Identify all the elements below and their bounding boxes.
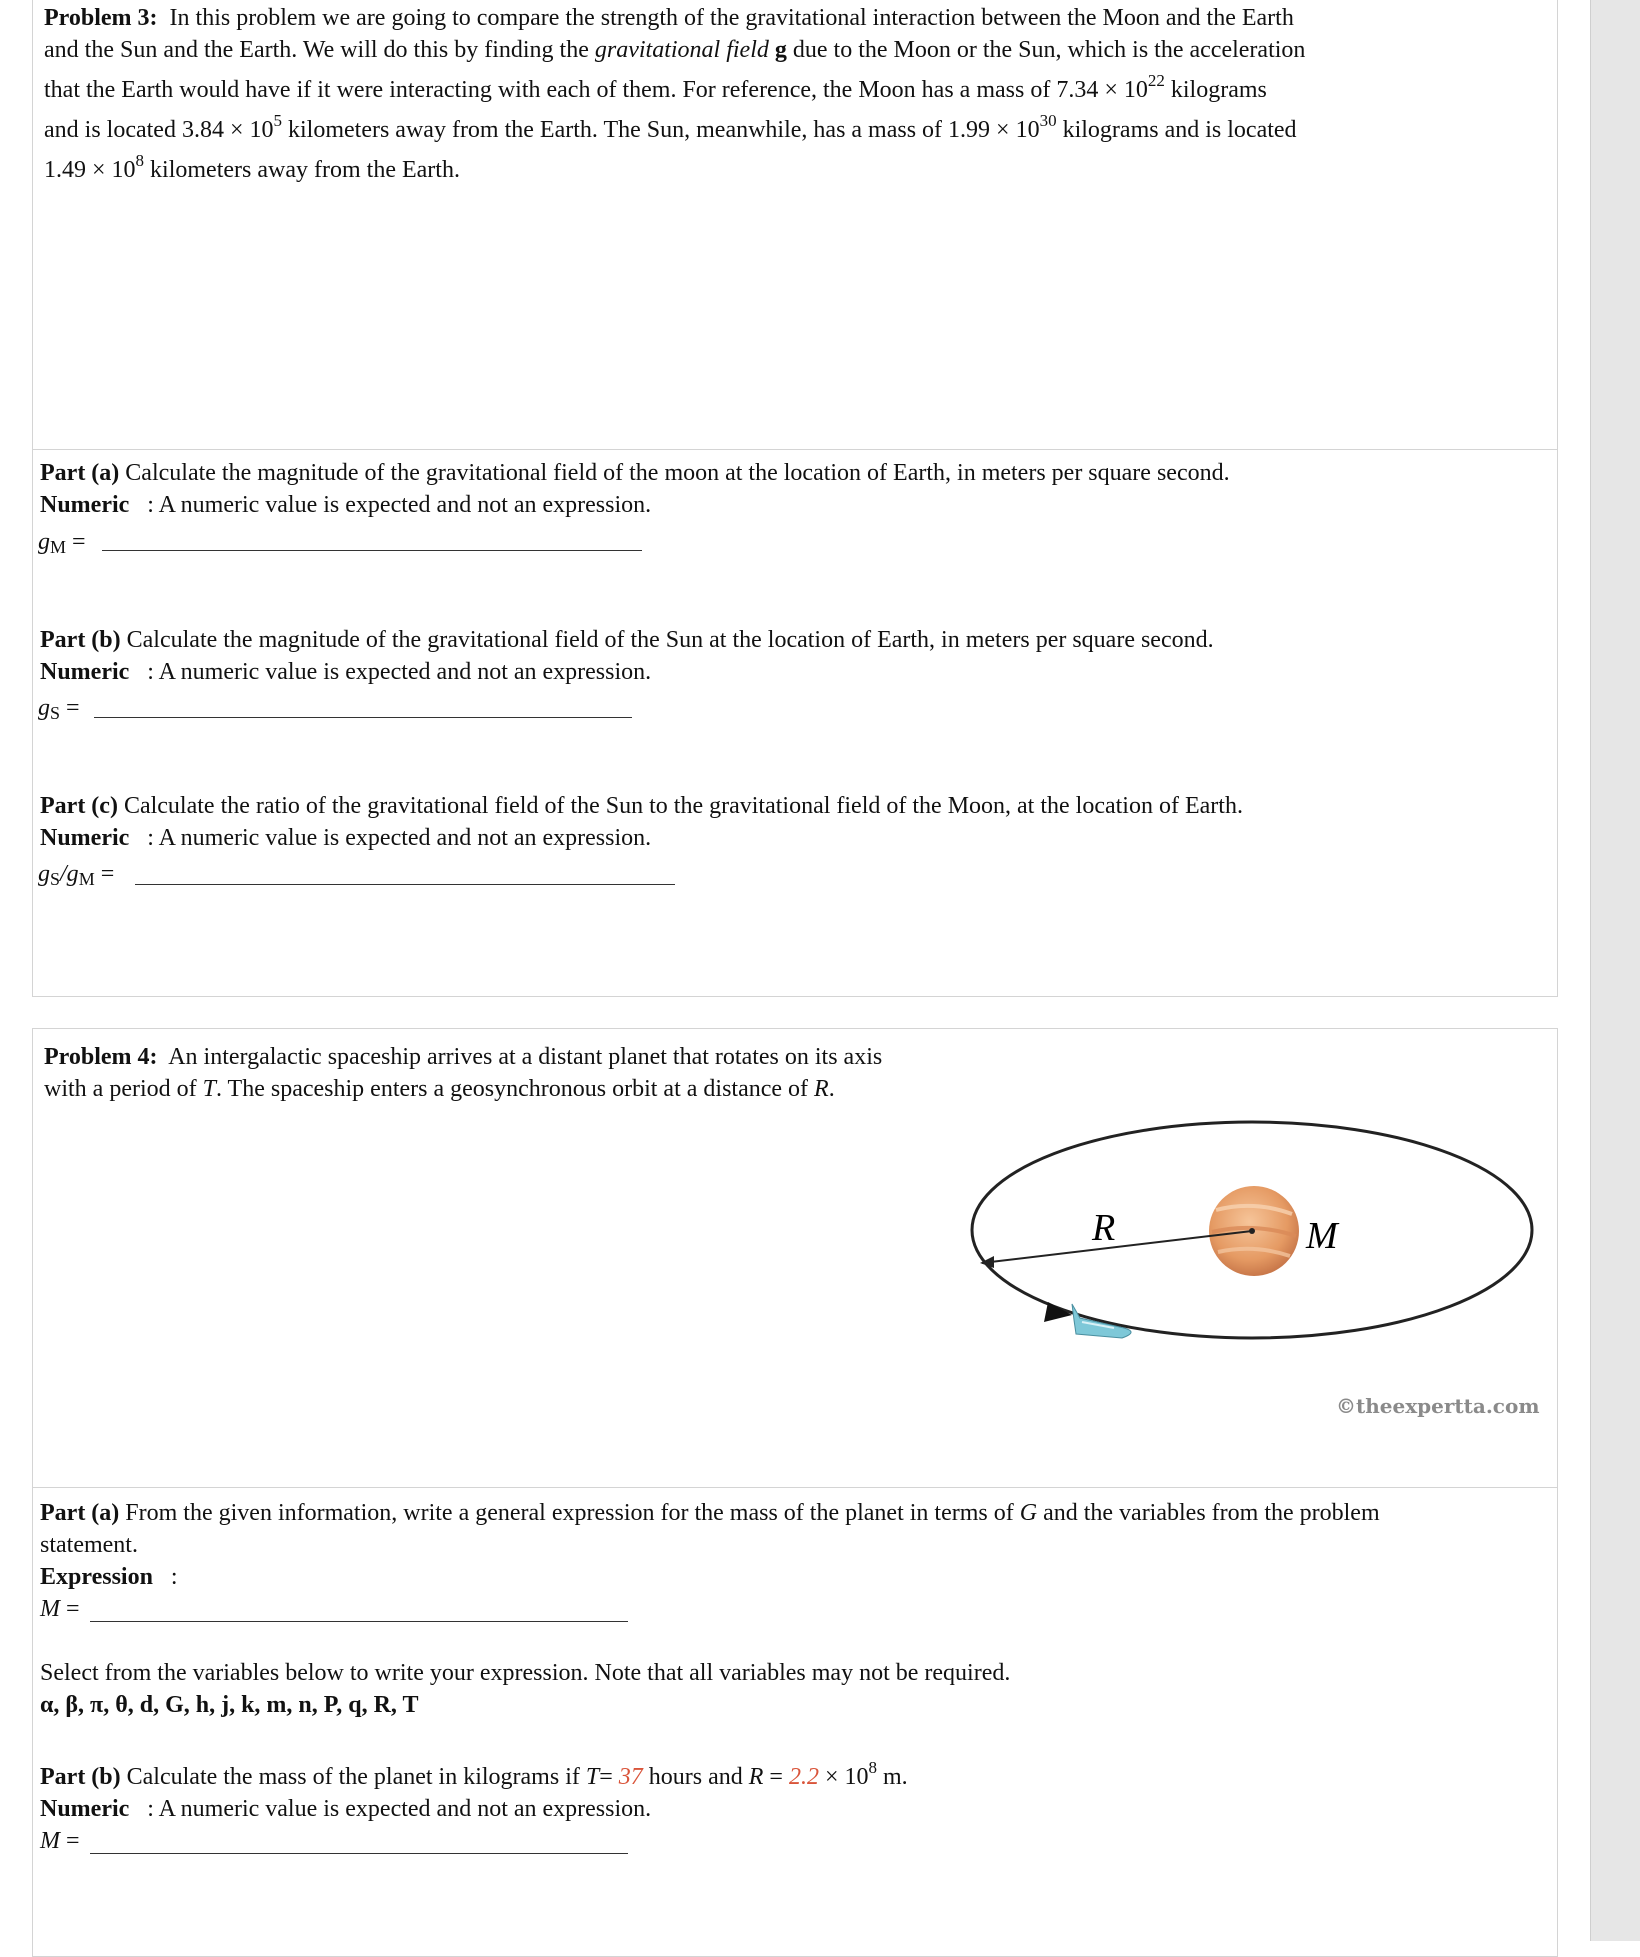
- label-M: M: [1306, 1215, 1338, 1257]
- value-T: 37: [618, 1764, 643, 1790]
- answer-field-M-numeric[interactable]: [90, 1853, 628, 1854]
- problem4-part-a-text: Part (a) From the given information, write a general expression for the mass of the planet in terms of G and the variables from the problem: [40, 1500, 1380, 1526]
- problem3-part-a-type: Numeric : A numeric value is expected and not an expression.: [40, 492, 652, 518]
- gravitational-field-term: gravitational field: [594, 37, 769, 63]
- problem3-part-b-text: Part (b) Calculate the magnitude of the gravitational field of the Sun at the location of Earth, in meters per square second.: [40, 627, 1214, 653]
- problem4-parts-panel: [32, 1487, 1558, 1957]
- problem4-part-b-type: Numeric : A numeric value is expected and not an expression.: [40, 1796, 652, 1822]
- problem3-statement-panel: [32, 0, 1558, 450]
- variable-selection-instructions: Select from the variables below to write your expression. Note that all variables may not be required.: [40, 1660, 1011, 1686]
- problem4-part-a-text-line2: statement.: [40, 1532, 138, 1558]
- value-R: 2.2: [788, 1764, 819, 1790]
- problem4-heading: Problem 4:: [44, 1044, 158, 1070]
- problem4-line2: with a period of T. The spaceship enters a geosynchronous orbit at a distance of R.: [44, 1076, 835, 1102]
- answer-field-gS[interactable]: [94, 717, 632, 718]
- answer-label-M-expression: M =: [40, 1596, 80, 1622]
- answer-field-gM[interactable]: [102, 550, 642, 551]
- variable-list: α, β, π, θ, d, G, h, j, k, m, n, P, q, R, T: [40, 1692, 419, 1718]
- problem3-part-c-text: Part (c) Calculate the ratio of the gravitational field of the Sun to the gravitational field of the Moon, at the location of Earth.: [40, 793, 1243, 819]
- problem3-part-a-text: Part (a) Calculate the magnitude of the gravitational field of the moon at the location of Earth, in meters per square second.: [40, 460, 1230, 486]
- problem3-parts-panel: [32, 449, 1558, 997]
- problem3-line5: $1.49 \times 10^8$ kilometers away from the Earth.: [44, 151, 460, 183]
- scrollbar-track[interactable]: [1590, 0, 1640, 1941]
- answer-label-ratio: $g_S/g_M$ =: [38, 861, 115, 889]
- label-R: R: [1092, 1207, 1116, 1249]
- problem4-line1: Problem 4: An intergalactic spaceship arrives at a distant planet that rotates on its axis: [44, 1044, 883, 1070]
- orbit-diagram: [964, 1110, 1544, 1340]
- problem3-line4: and is located $3.84 \times 10^5$ kilometers away from the Earth. The Sun, meanwhile, has a mass of $1.99 \times 10^{30}$ kilograms and is located: [44, 111, 1297, 143]
- problem3-line2: and the Sun and the Earth. We will do this by finding the gravitational field g due to the Moon or the Sun, which is the acceleration: [44, 37, 1306, 63]
- answer-field-ratio[interactable]: [135, 884, 675, 885]
- answer-label-gS: $g_S$ =: [38, 695, 80, 723]
- answer-field-M-expression[interactable]: [90, 1621, 628, 1622]
- problem3-part-c-type: Numeric : A numeric value is expected and not an expression.: [40, 825, 652, 851]
- problem3-line1: Problem 3: In this problem we are going to compare the strength of the gravitational interaction between the Moon and the Earth: [44, 5, 1294, 31]
- answer-label-gM: $g_M$ =: [38, 529, 86, 557]
- problem4-part-b-text: Part (b) Calculate the mass of the planet in kilograms if T= 37 hours and $R = 2.2 \times 10^8$ m.: [40, 1758, 908, 1790]
- image-credit: ©theexpertta.com: [1336, 1394, 1540, 1418]
- problem4-part-a-type: Expression :: [40, 1564, 178, 1590]
- problem3-line3: that the Earth would have if it were interacting with each of them. For reference, the Moon has a mass of $7.34 \times 10^{22}$ kilograms: [44, 71, 1267, 103]
- problem3-part-b-type: Numeric : A numeric value is expected and not an expression.: [40, 659, 652, 685]
- problem3-heading: Problem 3:: [44, 5, 158, 31]
- answer-label-M-numeric: M =: [40, 1828, 80, 1854]
